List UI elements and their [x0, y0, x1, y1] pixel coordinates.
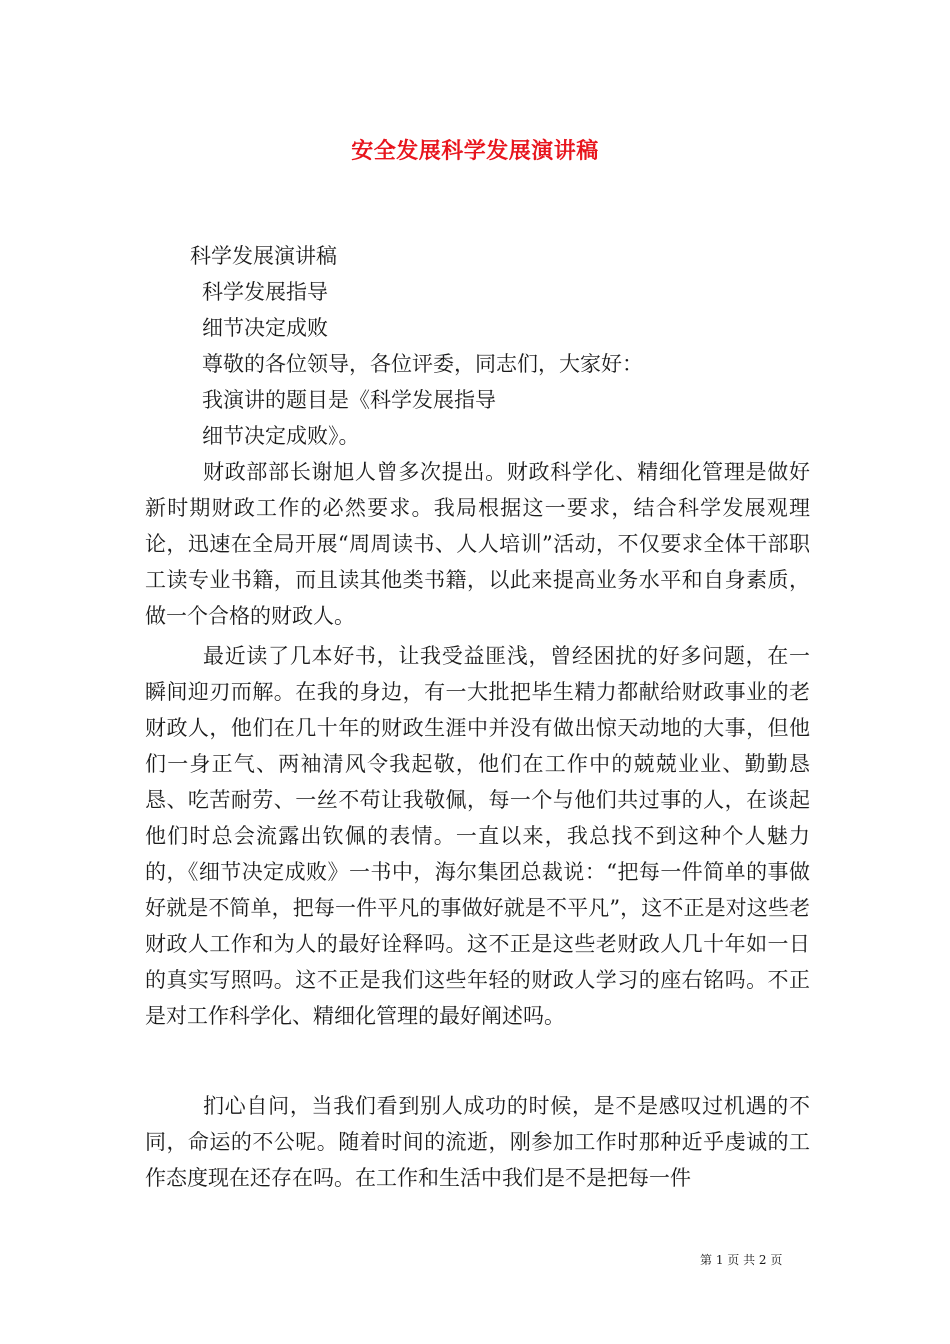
header-line-topic-2: 细节决定成败》。 — [202, 424, 360, 448]
paragraph-1: 财政部部长谢旭人曾多次提出。财政科学化、精细化管理是做好新时期财政工作的必然要求。我局根据这一要求，结合科学发展观理论，迅速在全局开展“周周读书、人人培训”活动，不仅要求全体干部职工读专业书籍，而且读其他类书籍，以此来提高业务水平和自身素质，做一个合格的财政人。 — [145, 460, 810, 628]
header-line-speech-title: 科学发展演讲稿 — [190, 244, 337, 268]
document-title: 安全发展科学发展演讲稿 — [351, 138, 599, 164]
header-line-topic-1: 我演讲的题目是《科学发展指导 — [202, 388, 496, 412]
paragraph-3: 扪心自问，当我们看到别人成功的时候，是不是感叹过机遇的不同，命运的不公呢。随着时间的流逝，刚参加工作时那种近乎虔诚的工作态度现在还存在吗。在工作和生活中我们是不是把每一件 — [145, 1094, 810, 1190]
header-line-greeting: 尊敬的各位领导，各位评委，同志们，大家好： — [202, 352, 643, 376]
paragraph-2: 最近读了几本好书，让我受益匪浅，曾经困扰的好多问题，在一瞬间迎刃而解。在我的身边，有一大批把毕生精力都献给财政事业的老财政人，他们在几十年的财政生涯中并没有做出惊天动地的大事，但他们一身正气、两袖清风令我起敬，他们在工作中的兢兢业业、勤勤恳恳、吃苦耐劳、一丝不苟让我敬佩，每一个与他们共过事的人，在谈起他们时总会流露出钦佩的表情。一直以来，我总找不到这种个人魅力的，《细节决定成败》一书中，海尔集团总裁说：“把每一件简单的事做好就是不简单，把每一件平凡的事做好就是不平凡”，这不正是对这些老财政人工作和为人的最好诠释吗。这不正是这些老财政人几十年如一日的真实写照吗。这不正是我们这些年轻的财政人学习的座右铭吗。不正是对工作科学化、精细化管理的最好阐述吗。 — [145, 644, 810, 1028]
header-line-subtitle-1: 科学发展指导 — [202, 280, 328, 304]
header-line-subtitle-2: 细节决定成败 — [202, 316, 328, 340]
page-number: 第 1 页 共 2 页 — [700, 1253, 783, 1267]
